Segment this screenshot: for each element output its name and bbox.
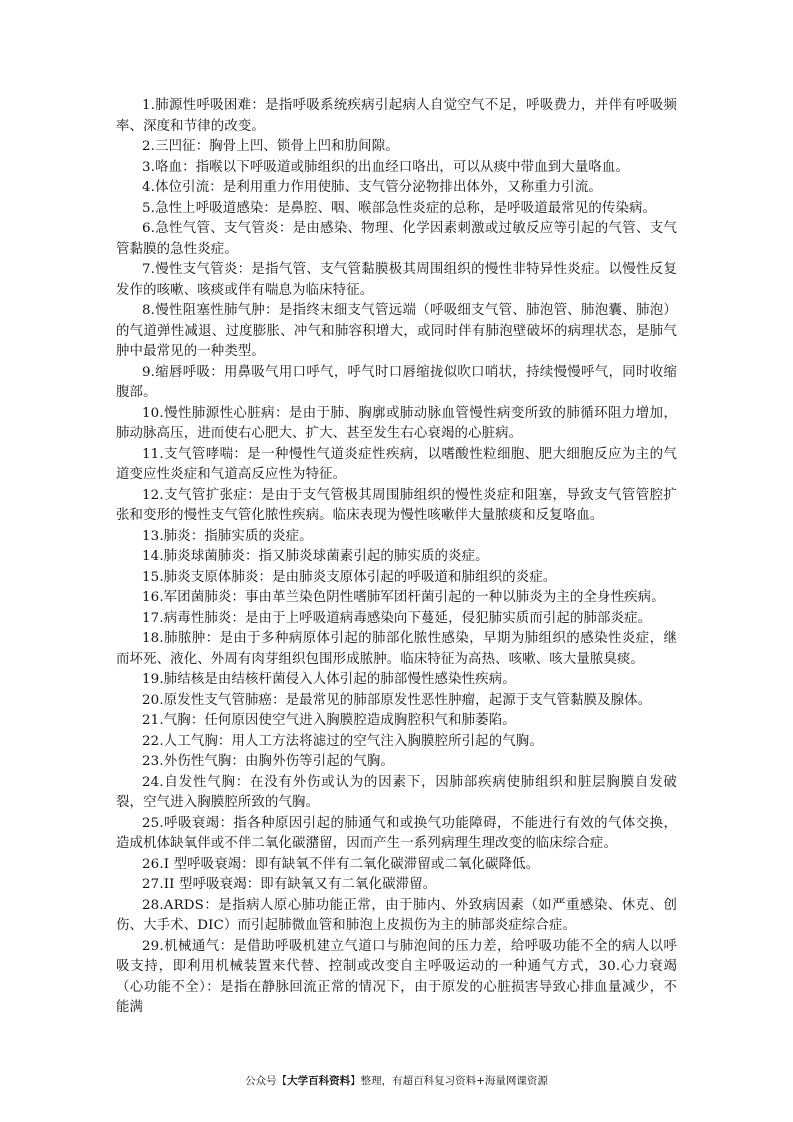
definition-paragraph-14: 14.肺炎球菌肺炎：指又肺炎球菌素引起的肺实质的炎症。 bbox=[142, 549, 489, 564]
definition-paragraph-5: 5.急性上呼吸道感染：是鼻腔、咽、喉部急性炎症的总称，是呼吸道最常见的传染病。 bbox=[142, 200, 657, 216]
definition-paragraph-12: 12.支气管扩张症：是由于支气管极其周围肺组织的慢性炎症和阻塞，导致支气管管腔扩张和变形的慢性支气管化脓性疾病。临床表现为慢性咳嗽伴大量脓痰和反复咯血。 bbox=[116, 487, 677, 523]
definition-paragraph-18: 18.肺脓肿：是由于多种病原体引起的肺部化脓性感染，早期为肺组织的感染性炎症，继而坏死、液化、外周有肉芽组织包围形成脓肿。临床特征为高热、咳嗽、咳大量脓臭痰。 bbox=[116, 631, 677, 667]
definition-paragraph-2: 2.三凹征：胸骨上凹、锁骨上凹和肋间隙。 bbox=[142, 139, 399, 154]
definition-paragraph-19: 19.肺结核是由结核杆菌侵入人体引起的肺部慢性感染性疾病。 bbox=[142, 672, 516, 687]
definition-paragraph-16: 16.军团菌肺炎：事由革兰染色阴性嗜肺军团杆菌引起的一种以肺炎为主的全身性疾病。 bbox=[142, 590, 665, 605]
definition-paragraph-20: 20.原发性支气管肺癌：是最常见的肺部原发性恶性肿瘤，起源于支气管黏膜及腺体。 bbox=[142, 692, 652, 708]
definition-paragraph-13: 13.肺炎：指肺实质的炎症。 bbox=[142, 528, 313, 544]
definition-paragraph-6: 6.急性气管、支气管炎：是由感染、物理、化学因素刺激或过敏反应等引起的气管、支气管黏膜的急性炎症。 bbox=[116, 221, 677, 257]
definition-paragraph-11: 11.支气管哮喘：是一种慢性气道炎症性疾病，以嗜酸性粒细胞、肥大细胞反应为主的气道变应性炎症和气道高反应性为特征。 bbox=[116, 446, 677, 482]
definition-paragraph-27: 27.II 型呼吸衰竭：即有缺氧又有二氧化碳滞留。 bbox=[142, 877, 437, 892]
footer-suffix: 】整理，有超百科复习资料+海量网课资源 bbox=[350, 1075, 548, 1087]
definition-paragraph-4: 4.体位引流：是利用重力作用使肺、支气管分泌物排出体外，又称重力引流。 bbox=[142, 180, 602, 195]
definition-paragraph-17: 17.病毒性肺炎：是由于上呼吸道病毒感染向下蔓延，侵犯肺实质而引起的肺部炎症。 bbox=[142, 610, 652, 626]
definition-paragraph-24: 24.自发性气胸：在没有外伤或认为的因素下，因肺部疾病使肺组织和脏层胸膜自发破裂，空气进入胸膜腔所致的气胸。 bbox=[116, 774, 677, 810]
document-body bbox=[116, 96, 677, 1019]
definition-paragraph-29: 29.机械通气：是借助呼吸机建立气道口与肺泡间的压力差，给呼吸功能不全的病人以呼吸支持，即利用机械装置来代替、控制或改变自主呼吸运动的一种通气方式，30.心力衰竭（心功能不全）：是指在静脉回流正常的情况下，由于原发的心脏损害导致心排血量减少，不能满 bbox=[116, 938, 677, 1015]
definition-paragraph-22: 22.人工气胸：用人工方法将滤过的空气注入胸膜腔所引起的气胸。 bbox=[142, 733, 543, 749]
page-footer bbox=[0, 1074, 793, 1088]
definition-paragraph-7: 7.慢性支气管炎：是指气管、支气管黏膜极其周围组织的慢性非特异性炎症。以慢性反复发作的咳嗽、咳痰或伴有喘息为临床特征。 bbox=[116, 262, 677, 298]
definition-paragraph-25: 25.呼吸衰竭：指各种原因引起的肺通气和或换气功能障碍，不能进行有效的气体交换，造成机体缺氧伴或不伴二氧化碳潴留，因而产生一系列病理生理改变的临床综合症。 bbox=[116, 815, 677, 851]
footer-brand: 大学百科资料 bbox=[287, 1075, 351, 1087]
definition-paragraph-3: 3.咯血：指喉以下呼吸道或肺组织的出血经口咯出，可以从痰中带血到大量咯血。 bbox=[142, 159, 629, 175]
definition-paragraph-23: 23.外伤性气胸：由胸外伤等引起的气胸。 bbox=[142, 754, 394, 769]
definition-paragraph-28: 28.ARDS：是指病人原心肺功能正常，由于肺内、外致病因素（如严重感染、休克、创伤、大手术、DIC）而引起肺微血管和肺泡上皮损伤为主的肺部炎症综合症。 bbox=[116, 897, 677, 933]
definition-paragraph-10: 10.慢性肺源性心脏病：是由于肺、胸廓或肺动脉血管慢性病变所致的肺循环阻力增加，肺动脉高压，进而使右心肥大、扩大、甚至发生右心衰竭的心脏病。 bbox=[116, 405, 677, 441]
definition-paragraph-8: 8.慢性阻塞性肺气肿：是指终末细支气管远端（呼吸细支气管、肺泡管、肺泡囊、肺泡）的气道弹性减退、过度膨胀、冲气和肺容积增大，或同时伴有肺泡壁破坏的病理状态，是肺气肿中最常见的一种类型。 bbox=[116, 303, 677, 359]
definition-paragraph-15: 15.肺炎支原体肺炎：是由肺炎支原体引起的呼吸道和肺组织的炎症。 bbox=[142, 569, 557, 585]
definition-paragraph-26: 26.I 型呼吸衰竭：即有缺氧不伴有二氧化碳滞留或二氧化碳降低。 bbox=[142, 856, 540, 872]
definition-paragraph-1: 1.肺源性呼吸困难：是指呼吸系统疾病引起病人自觉空气不足，呼吸费力，并伴有呼吸频率、深度和节律的改变。 bbox=[116, 98, 677, 134]
definition-paragraph-21: 21.气胸：任何原因使空气进入胸膜腔造成胸腔积气和肺萎陷。 bbox=[142, 713, 516, 728]
footer-prefix: 公众号【 bbox=[245, 1075, 288, 1087]
definition-paragraph-9: 9.缩唇呼吸：用鼻吸气用口呼气，呼气时口唇缩拢似吹口哨状，持续慢慢呼气，同时收缩腹部。 bbox=[116, 364, 677, 400]
